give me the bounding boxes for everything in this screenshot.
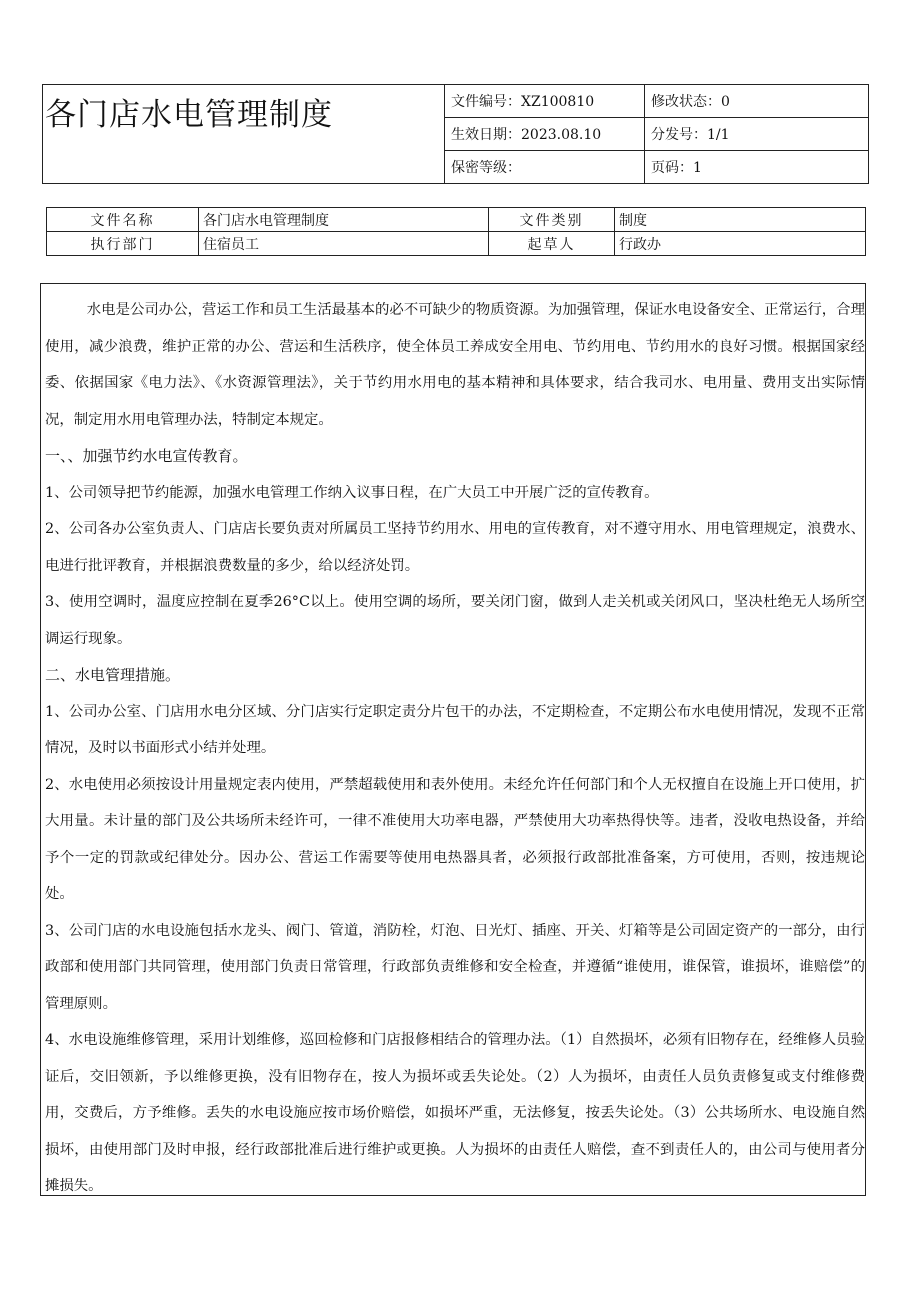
file-category-value: 制度 bbox=[615, 208, 866, 232]
file-name-label: 文件名称 bbox=[47, 208, 199, 232]
page-number: 页码：1 bbox=[645, 151, 869, 184]
file-category-label: 文件类别 bbox=[489, 208, 615, 232]
file-name-value: 各门店水电管理制度 bbox=[199, 208, 489, 232]
document-body bbox=[40, 283, 866, 1196]
document-title: 各门店水电管理制度 bbox=[43, 85, 445, 184]
section-2-item-1: 1、公司办公室、门店用水电分区域、分门店实行定职定责分片包干的办法，不定期检查，不定期公布水电使用情况，发现不正常情况，及时以书面形式小结并处理。 bbox=[45, 703, 865, 756]
section-2-heading: 二、水电管理措施。 bbox=[45, 666, 181, 684]
section-1-item-2: 2、公司各办公室负责人、门店店长要负责对所属员工坚持节约用水、用电的宣传教育，对不遵守用水、用电管理规定，浪费水、电进行批评教育，并根据浪费数量的多少，给以经济处罚。 bbox=[45, 521, 865, 574]
section-2-item-2: 2、水电使用必须按设计用量规定表内使用，严禁超载使用和表外使用。未经允许任何部门和个人无权擅自在设施上开口使用，扩大用量。未计量的部门及公共场所未经许可，一律不准使用大功率电器，严禁使用大功率热得快等。违者，没收电热设备，并给予个一定的罚款或纪律处分。因办公、营运工作需要等使用电热器具者，必须报行政部批准备案，方可使用，否则，按违规论处。 bbox=[45, 776, 865, 902]
revision-status: 修改状态：0 bbox=[645, 85, 869, 118]
document-header-table bbox=[42, 84, 869, 184]
executing-dept-value: 住宿员工 bbox=[199, 232, 489, 256]
drafter-label: 起草人 bbox=[489, 232, 615, 256]
intro-paragraph: 水电是公司办公，营运工作和员工生活最基本的必不可缺少的物质资源。为加强管理，保证水电设备安全、正常运行，合理使用，减少浪费，维护正常的办公、营运和生活秩序，使全体员工养成安全用电、节约用电、节约用水的良好习惯。根据国家经委、依据国家《电力法》、《水资源管理法》，关于节约用水用电的基本精神和具体要求，结合我司水、电用量、费用支出实际情况，制定用水用电管理办法，特制定本规定。 bbox=[45, 302, 865, 428]
doc-number: 文件编号：XZ100810 bbox=[445, 85, 645, 118]
security-level: 保密等级： bbox=[445, 151, 645, 184]
executing-dept-label: 执行部门 bbox=[47, 232, 199, 256]
drafter-value: 行政办 bbox=[615, 232, 866, 256]
section-2-item-4: 4、水电设施维修管理，采用计划维修，巡回检修和门店报修相结合的管理办法。（1）自然损坏，必须有旧物存在，经维修人员验证后，交旧领新，予以维修更换，没有旧物存在，按人为损坏或丢失论处。（2）人为损坏，由责任人员负责修复或支付维修费用，交费后，方予维修。丢失的水电设施应按市场价赔偿，如损坏严重，无法修复，按丢失论处。（3）公共场所水、电设施自然损坏，由使用部门及时申报，经行政部批准后进行维护或更换。人为损坏的由责任人赔偿，查不到责任人的，由公司与使用者分摊损失。 bbox=[45, 1032, 865, 1194]
section-1-item-3: 3、使用空调时，温度应控制在夏季26°C以上。使用空调的场所，要关闭门窗，做到人走关机或关闭风口，坚决杜绝无人场所空调运行现象。 bbox=[45, 594, 865, 647]
section-1-heading: 一、、加强节约水电宣传教育。 bbox=[45, 447, 248, 465]
document-info-table bbox=[46, 207, 866, 256]
section-2-item-3: 3、公司门店的水电设施包括水龙头、阀门、管道，消防栓，灯泡、日光灯、插座、开关、灯箱等是公司固定资产的一部分，由行政部和使用部门共同管理，使用部门负责日常管理，行政部负责维修和安全检查，并遵循“谁使用，谁保管，谁损坏，谁赔偿”的管理原则。 bbox=[45, 922, 865, 1012]
effective-date: 生效日期：2023.08.10 bbox=[445, 118, 645, 151]
section-1-item-1: 1、公司领导把节约能源，加强水电管理工作纳入议事日程，在广大员工中开展广泛的宣传教育。 bbox=[45, 484, 659, 501]
distribution-number: 分发号：1/1 bbox=[645, 118, 869, 151]
